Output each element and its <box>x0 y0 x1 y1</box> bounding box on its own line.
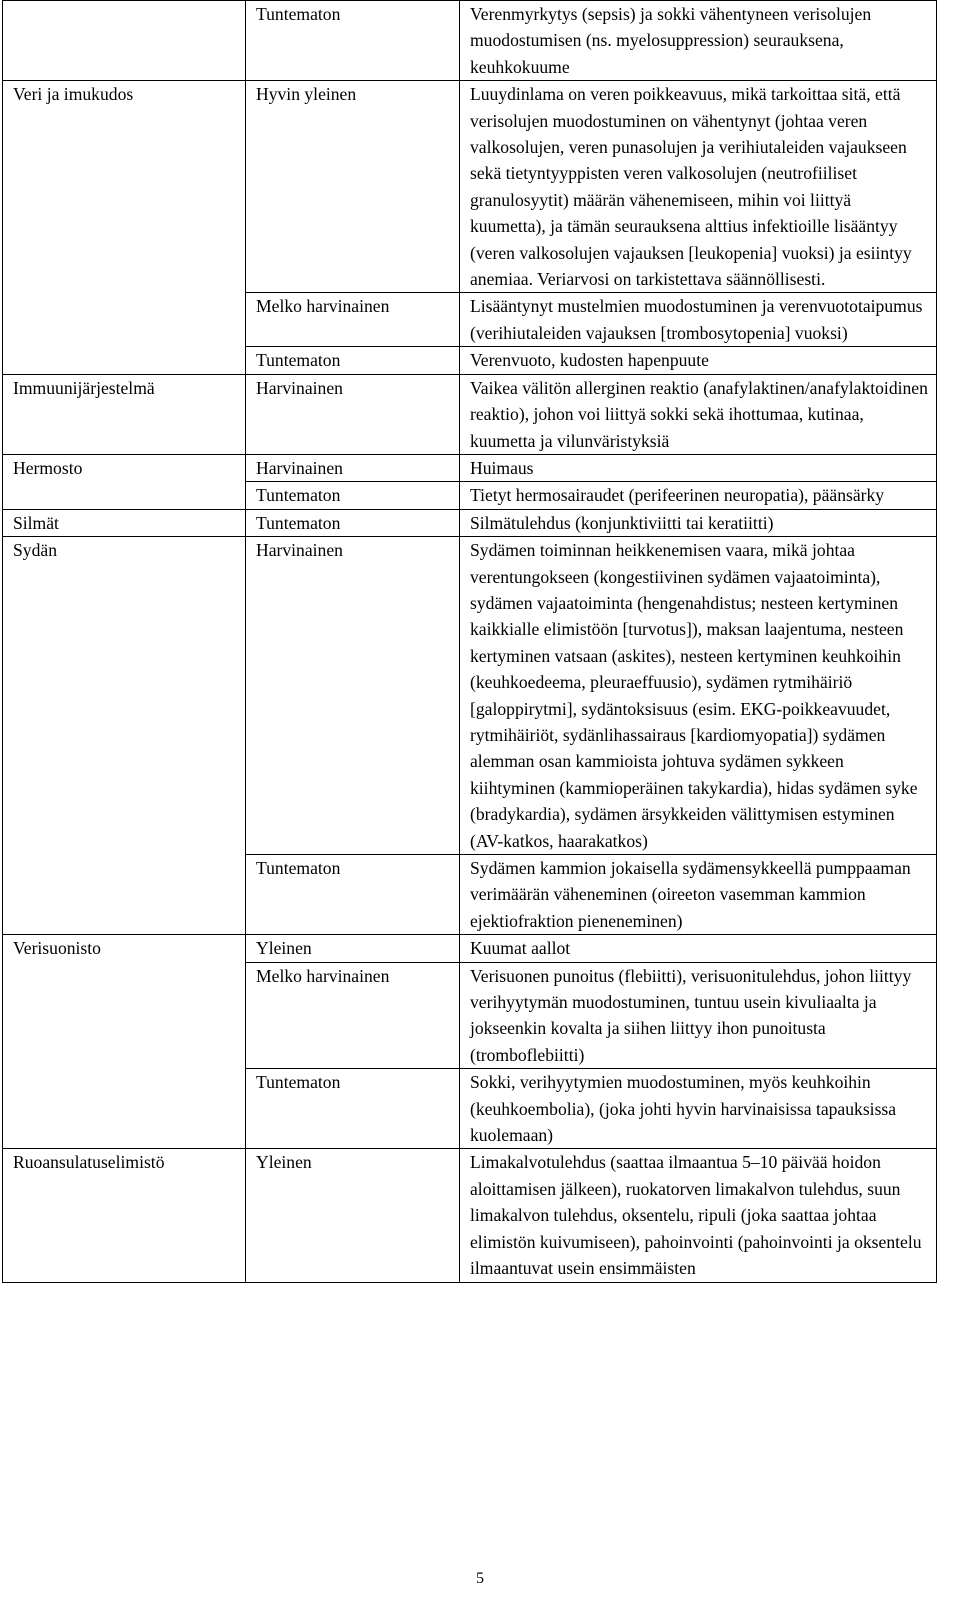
side-effect-cell: Luuydinlama on veren poikkeavuus, mikä tarkoittaa sitä, että verisolujen muodostuminen on vähentynyt (johtaa veren valkosolujen, veren punasolujen ja verihiutaleiden vajaukseen sekä tietyntyyppisten veren valkosolujen (neutrofiiliset granulosyytit) määrän vähenemiseen, mihin voi liittyä kuumetta), ja tämän seurauksena alttius infektioille lisääntyy (veren valkosolujen vajauksen [leukopenia] vuoksi) ja esiintyy anemiaa. Veriarvosi on tarkistettava säännöllisesti. <box>460 81 937 293</box>
organ-class-cell: Silmät <box>3 509 246 536</box>
frequency-cell: Tuntematon <box>246 347 460 374</box>
table-row <box>3 935 937 962</box>
table-row <box>3 537 937 855</box>
frequency-cell: Melko harvinainen <box>246 962 460 1069</box>
organ-class-cell <box>3 1 246 81</box>
frequency-cell: Tuntematon <box>246 1069 460 1149</box>
table-row <box>3 374 937 454</box>
frequency-cell: Harvinainen <box>246 454 460 481</box>
organ-class-cell <box>3 347 246 374</box>
table-row <box>3 1069 937 1149</box>
frequency-cell: Tuntematon <box>246 509 460 536</box>
table-row <box>3 509 937 536</box>
side-effects-table-body <box>3 1 937 1283</box>
table-row <box>3 347 937 374</box>
table-row <box>3 962 937 1069</box>
side-effect-cell: Verisuonen punoitus (flebiitti), verisuonitulehdus, johon liittyy verihyytymän muodostuminen, tuntuu usein kivuliaalta ja jokseenkin kovalta ja siihen liittyy ihon punoitusta (tromboflebiitti) <box>460 962 937 1069</box>
table-row <box>3 482 937 509</box>
frequency-cell: Tuntematon <box>246 482 460 509</box>
organ-class-cell: Verisuonisto <box>3 935 246 962</box>
organ-class-cell: Hermosto <box>3 454 246 481</box>
organ-class-cell: Ruoansulatuselimistö <box>3 1149 246 1282</box>
page-number: 5 <box>476 1570 484 1587</box>
table-row <box>3 1 937 81</box>
table-row <box>3 81 937 293</box>
side-effect-cell: Kuumat aallot <box>460 935 937 962</box>
frequency-cell: Melko harvinainen <box>246 293 460 347</box>
table-row <box>3 855 937 935</box>
frequency-cell: Harvinainen <box>246 537 460 855</box>
organ-class-cell: Sydän <box>3 537 246 855</box>
side-effect-cell: Verenmyrkytys (sepsis) ja sokki vähentyneen verisolujen muodostumisen (ns. myelosuppression) seurauksena, keuhkokuume <box>460 1 937 81</box>
organ-class-cell <box>3 482 246 509</box>
table-row <box>3 293 937 347</box>
side-effect-cell: Vaikea välitön allerginen reaktio (anafylaktinen/anafylaktoidinen reaktio), johon voi liittyä sokki sekä ihottumaa, kutinaa, kuumetta ja vilunväristyksiä <box>460 374 937 454</box>
frequency-cell: Hyvin yleinen <box>246 81 460 293</box>
side-effect-cell: Huimaus <box>460 454 937 481</box>
organ-class-cell <box>3 293 246 347</box>
frequency-cell: Yleinen <box>246 935 460 962</box>
table-row <box>3 1149 937 1282</box>
frequency-cell: Yleinen <box>246 1149 460 1282</box>
table-row <box>3 454 937 481</box>
frequency-cell: Tuntematon <box>246 1 460 81</box>
side-effect-cell: Lisääntynyt mustelmien muodostuminen ja verenvuototaipumus (verihiutaleiden vajauksen [trombosytopenia] vuoksi) <box>460 293 937 347</box>
frequency-cell: Harvinainen <box>246 374 460 454</box>
side-effects-table <box>2 0 937 1283</box>
side-effect-cell: Verenvuoto, kudosten hapenpuute <box>460 347 937 374</box>
organ-class-cell <box>3 1069 246 1149</box>
side-effect-cell: Limakalvotulehdus (saattaa ilmaantua 5–10 päivää hoidon aloittamisen jälkeen), ruokatorven limakalvon tulehdus, suun limakalvon tulehdus, oksentelu, ripuli (joka saattaa johtaa elimistön kuivumiseen), pahoinvointi (pahoinvointi ja oksentelu ilmaantuvat usein ensimmäisten <box>460 1149 937 1282</box>
side-effect-cell: Sokki, verihyytymien muodostuminen, myös keuhkoihin (keuhkoembolia), (joka johti hyvin harvinaisissa tapauksissa kuolemaan) <box>460 1069 937 1149</box>
side-effect-cell: Sydämen kammion jokaisella sydämensykkeellä pumppaaman verimäärän väheneminen (oireeton vasemman kammion ejektiofraktion pieneneminen) <box>460 855 937 935</box>
organ-class-cell: Immuunijärjestelmä <box>3 374 246 454</box>
side-effect-cell: Silmätulehdus (konjunktiviitti tai keratiitti) <box>460 509 937 536</box>
organ-class-cell <box>3 855 246 935</box>
frequency-cell: Tuntematon <box>246 855 460 935</box>
organ-class-cell: Veri ja imukudos <box>3 81 246 293</box>
side-effect-cell: Sydämen toiminnan heikkenemisen vaara, mikä johtaa verentungokseen (kongestiivinen sydämen vajaatoiminta), sydämen vajaatoiminta (hengenahdistus; nesteen kertyminen kaikkialle elimistöön [turvotus]), maksan laajentuma, nesteen kertyminen vatsaan (askites), nesteen kertyminen keuhkoihin (keuhkoedeema, pleuraeffuusio), sydämen rytmihäiriö [galoppirytmi], sydäntoksisuus (esim. EKG-poikkeavuudet, rytmihäiriöt, sydänlihassairaus [kardiomyopatia]) sydämen alemman osan kammioista johtuva sydämen sykkeen kiihtyminen (kammioperäinen takykardia), hidas sydämen syke (bradykardia), sydämen ärsykkeiden välittymisen estyminen (AV-katkos, haarakatkos) <box>460 537 937 855</box>
side-effect-cell: Tietyt hermosairaudet (perifeerinen neuropatia), päänsärky <box>460 482 937 509</box>
organ-class-cell <box>3 962 246 1069</box>
